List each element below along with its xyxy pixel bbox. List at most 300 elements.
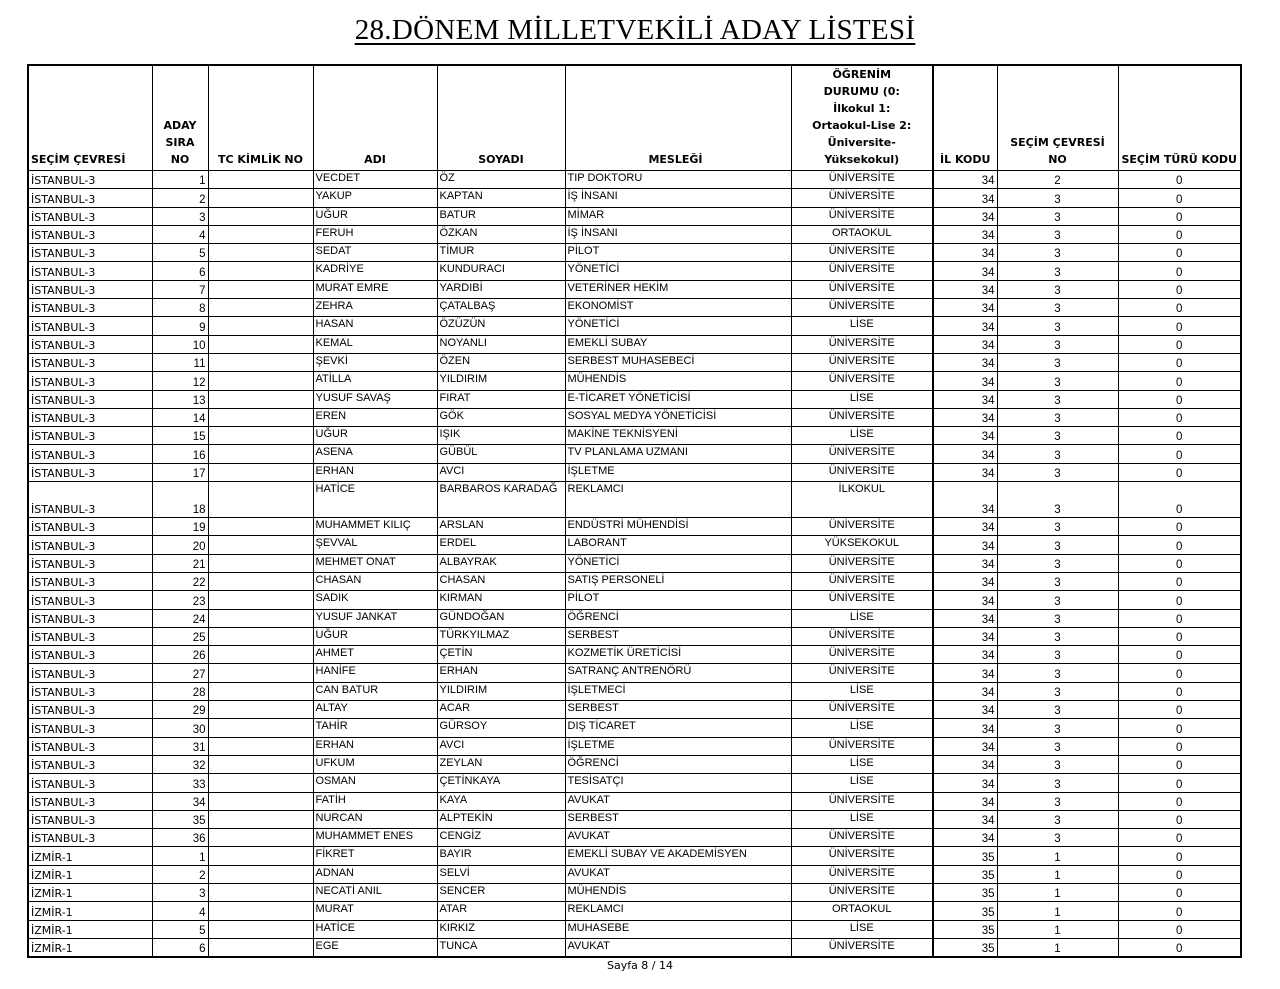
- cell-meslegi: MAKİNE TEKNİSYENİ: [565, 427, 791, 445]
- cell-secim-cevresi: İSTANBUL-3: [28, 829, 152, 847]
- table-row: [28, 317, 1241, 335]
- cell-meslegi: ÖĞRENCİ: [565, 609, 791, 627]
- table-row: [28, 664, 1241, 682]
- cell-adi: UĞUR: [313, 427, 437, 445]
- cell-soyadi: YILDIRIM: [437, 372, 565, 390]
- cell-meslegi: PİLOT: [565, 591, 791, 609]
- cell-adi: TAHİR: [313, 719, 437, 737]
- cell-aday-sira-no: 30: [152, 719, 208, 737]
- cell-ogrenim-durumu: ÜNİVERSİTE: [791, 372, 933, 390]
- cell-secim-turu-kodu: 0: [1118, 938, 1241, 957]
- cell-tc-kimlik-no: [208, 719, 313, 737]
- cell-secim-cevresi-no: 3: [997, 317, 1118, 335]
- cell-il-kodu: 34: [933, 408, 997, 426]
- cell-secim-turu-kodu: 0: [1118, 372, 1241, 390]
- cell-secim-cevresi: İSTANBUL-3: [28, 609, 152, 627]
- cell-aday-sira-no: 24: [152, 609, 208, 627]
- cell-il-kodu: 35: [933, 902, 997, 920]
- cell-soyadi: GÖK: [437, 408, 565, 426]
- cell-secim-cevresi-no: 1: [997, 938, 1118, 957]
- cell-aday-sira-no: 14: [152, 408, 208, 426]
- cell-aday-sira-no: 11: [152, 353, 208, 371]
- cell-secim-cevresi-no: 3: [997, 737, 1118, 755]
- cell-meslegi: AVUKAT: [565, 938, 791, 957]
- table-row: [28, 572, 1241, 590]
- cell-secim-cevresi: İSTANBUL-3: [28, 427, 152, 445]
- cell-adi: KADRİYE: [313, 262, 437, 280]
- header-ogrenim-durumu: ÖĞRENİM DURUMU (0: İlkokul 1: Ortaokul-Lise 2: Üniversite-Yüksekokul): [791, 65, 933, 171]
- cell-adi: ERHAN: [313, 463, 437, 481]
- table-row: [28, 207, 1241, 225]
- cell-ogrenim-durumu: ÜNİVERSİTE: [791, 646, 933, 664]
- header-il-kodu: İL KODU: [933, 65, 997, 171]
- cell-soyadi: TÜRKYILMAZ: [437, 627, 565, 645]
- cell-soyadi: GÜNDOĞAN: [437, 609, 565, 627]
- cell-secim-turu-kodu: 0: [1118, 865, 1241, 883]
- cell-soyadi: YILDIRIM: [437, 682, 565, 700]
- cell-adi: YAKUP: [313, 189, 437, 207]
- cell-ogrenim-durumu: ÜNİVERSİTE: [791, 171, 933, 189]
- cell-il-kodu: 34: [933, 482, 997, 518]
- cell-aday-sira-no: 27: [152, 664, 208, 682]
- cell-il-kodu: 35: [933, 847, 997, 865]
- cell-aday-sira-no: 23: [152, 591, 208, 609]
- cell-secim-cevresi: İSTANBUL-3: [28, 262, 152, 280]
- cell-soyadi: AVCI: [437, 737, 565, 755]
- cell-ogrenim-durumu: ÜNİVERSİTE: [791, 518, 933, 536]
- cell-soyadi: GÜBÜL: [437, 445, 565, 463]
- cell-adi: ATİLLA: [313, 372, 437, 390]
- table-row: [28, 280, 1241, 298]
- table-row: [28, 701, 1241, 719]
- cell-secim-cevresi: İSTANBUL-3: [28, 682, 152, 700]
- cell-secim-cevresi: İSTANBUL-3: [28, 591, 152, 609]
- cell-secim-cevresi-no: 3: [997, 207, 1118, 225]
- cell-tc-kimlik-no: [208, 225, 313, 243]
- cell-tc-kimlik-no: [208, 701, 313, 719]
- cell-secim-cevresi-no: 3: [997, 463, 1118, 481]
- cell-ogrenim-durumu: ÜNİVERSİTE: [791, 664, 933, 682]
- cell-soyadi: TUNCA: [437, 938, 565, 957]
- cell-aday-sira-no: 6: [152, 262, 208, 280]
- cell-secim-turu-kodu: 0: [1118, 591, 1241, 609]
- cell-secim-cevresi-no: 3: [997, 299, 1118, 317]
- cell-soyadi: ÇETİNKAYA: [437, 774, 565, 792]
- cell-aday-sira-no: 3: [152, 883, 208, 901]
- cell-adi: EGE: [313, 938, 437, 957]
- cell-tc-kimlik-no: [208, 664, 313, 682]
- cell-tc-kimlik-no: [208, 591, 313, 609]
- cell-secim-cevresi: İSTANBUL-3: [28, 518, 152, 536]
- cell-tc-kimlik-no: [208, 189, 313, 207]
- cell-meslegi: YÖNETİCİ: [565, 554, 791, 572]
- cell-soyadi: SELVİ: [437, 865, 565, 883]
- table-row: [28, 682, 1241, 700]
- cell-tc-kimlik-no: [208, 627, 313, 645]
- cell-secim-turu-kodu: 0: [1118, 335, 1241, 353]
- cell-secim-turu-kodu: 0: [1118, 225, 1241, 243]
- cell-adi: MURAT EMRE: [313, 280, 437, 298]
- cell-ogrenim-durumu: ÜNİVERSİTE: [791, 408, 933, 426]
- cell-secim-cevresi-no: 3: [997, 390, 1118, 408]
- cell-meslegi: AVUKAT: [565, 829, 791, 847]
- cell-tc-kimlik-no: [208, 646, 313, 664]
- cell-secim-cevresi-no: 3: [997, 372, 1118, 390]
- table-row: [28, 719, 1241, 737]
- cell-meslegi: MUHASEBE: [565, 920, 791, 938]
- cell-soyadi: KIRMAN: [437, 591, 565, 609]
- cell-secim-cevresi-no: 3: [997, 353, 1118, 371]
- cell-secim-turu-kodu: 0: [1118, 353, 1241, 371]
- cell-il-kodu: 34: [933, 554, 997, 572]
- cell-secim-cevresi: İSTANBUL-3: [28, 737, 152, 755]
- cell-aday-sira-no: 33: [152, 774, 208, 792]
- cell-soyadi: KIRKIZ: [437, 920, 565, 938]
- cell-adi: HANİFE: [313, 664, 437, 682]
- cell-tc-kimlik-no: [208, 408, 313, 426]
- cell-aday-sira-no: 26: [152, 646, 208, 664]
- cell-secim-cevresi-no: 1: [997, 920, 1118, 938]
- cell-adi: VECDET: [313, 171, 437, 189]
- cell-soyadi: AVCI: [437, 463, 565, 481]
- cell-secim-turu-kodu: 0: [1118, 701, 1241, 719]
- cell-tc-kimlik-no: [208, 244, 313, 262]
- cell-secim-cevresi: İSTANBUL-3: [28, 335, 152, 353]
- cell-ogrenim-durumu: LİSE: [791, 719, 933, 737]
- cell-meslegi: MÜHENDİS: [565, 372, 791, 390]
- cell-il-kodu: 34: [933, 646, 997, 664]
- cell-tc-kimlik-no: [208, 390, 313, 408]
- cell-meslegi: YÖNETİCİ: [565, 317, 791, 335]
- cell-secim-turu-kodu: 0: [1118, 463, 1241, 481]
- cell-soyadi: ARSLAN: [437, 518, 565, 536]
- table-row: [28, 774, 1241, 792]
- cell-secim-cevresi-no: 3: [997, 627, 1118, 645]
- cell-secim-cevresi: İZMİR-1: [28, 902, 152, 920]
- cell-secim-cevresi-no: 3: [997, 792, 1118, 810]
- cell-ogrenim-durumu: LİSE: [791, 390, 933, 408]
- cell-secim-cevresi-no: 1: [997, 847, 1118, 865]
- cell-secim-cevresi: İSTANBUL-3: [28, 646, 152, 664]
- cell-secim-cevresi-no: 3: [997, 591, 1118, 609]
- cell-soyadi: ÖZ: [437, 171, 565, 189]
- cell-il-kodu: 34: [933, 536, 997, 554]
- cell-meslegi: VETERİNER HEKİM: [565, 280, 791, 298]
- cell-secim-turu-kodu: 0: [1118, 171, 1241, 189]
- cell-aday-sira-no: 5: [152, 244, 208, 262]
- table-row: [28, 847, 1241, 865]
- cell-soyadi: ATAR: [437, 902, 565, 920]
- cell-secim-turu-kodu: 0: [1118, 518, 1241, 536]
- cell-secim-cevresi-no: 3: [997, 408, 1118, 426]
- cell-il-kodu: 34: [933, 353, 997, 371]
- cell-secim-cevresi-no: 3: [997, 719, 1118, 737]
- page-title: 28.DÖNEM MİLLETVEKİLİ ADAY LİSTESİ: [354, 14, 916, 46]
- cell-secim-turu-kodu: 0: [1118, 317, 1241, 335]
- cell-secim-cevresi-no: 3: [997, 482, 1118, 518]
- cell-adi: CHASAN: [313, 572, 437, 590]
- cell-meslegi: SERBEST: [565, 627, 791, 645]
- cell-secim-turu-kodu: 0: [1118, 280, 1241, 298]
- cell-secim-turu-kodu: 0: [1118, 682, 1241, 700]
- cell-tc-kimlik-no: [208, 171, 313, 189]
- cell-il-kodu: 34: [933, 445, 997, 463]
- cell-secim-turu-kodu: 0: [1118, 883, 1241, 901]
- cell-soyadi: ÇETİN: [437, 646, 565, 664]
- cell-ogrenim-durumu: ÜNİVERSİTE: [791, 445, 933, 463]
- cell-secim-turu-kodu: 0: [1118, 482, 1241, 518]
- cell-ogrenim-durumu: LİSE: [791, 317, 933, 335]
- cell-tc-kimlik-no: [208, 463, 313, 481]
- header-secim-cevresi: SEÇİM ÇEVRESİ: [28, 65, 152, 171]
- cell-il-kodu: 34: [933, 262, 997, 280]
- cell-secim-cevresi: İSTANBUL-3: [28, 408, 152, 426]
- cell-meslegi: REKLAMCI: [565, 482, 791, 518]
- page-footer: Sayfa 8 / 14: [606, 959, 674, 972]
- cell-il-kodu: 34: [933, 572, 997, 590]
- header-secim-turu-kodu: SEÇİM TÜRÜ KODU: [1118, 65, 1241, 171]
- cell-ogrenim-durumu: ÜNİVERSİTE: [791, 737, 933, 755]
- cell-il-kodu: 34: [933, 518, 997, 536]
- cell-il-kodu: 34: [933, 390, 997, 408]
- cell-adi: ASENA: [313, 445, 437, 463]
- cell-meslegi: EMEKLİ SUBAY: [565, 335, 791, 353]
- cell-soyadi: BATUR: [437, 207, 565, 225]
- table-row: [28, 408, 1241, 426]
- cell-adi: YUSUF SAVAŞ: [313, 390, 437, 408]
- cell-tc-kimlik-no: [208, 938, 313, 957]
- cell-soyadi: ZEYLAN: [437, 755, 565, 773]
- cell-secim-cevresi-no: 3: [997, 572, 1118, 590]
- cell-secim-cevresi: İZMİR-1: [28, 938, 152, 957]
- cell-meslegi: SOSYAL MEDYA YÖNETİCİSİ: [565, 408, 791, 426]
- cell-ogrenim-durumu: ÜNİVERSİTE: [791, 262, 933, 280]
- cell-aday-sira-no: 25: [152, 627, 208, 645]
- cell-ogrenim-durumu: ÜNİVERSİTE: [791, 572, 933, 590]
- cell-ogrenim-durumu: ÜNİVERSİTE: [791, 591, 933, 609]
- cell-tc-kimlik-no: [208, 774, 313, 792]
- table-row: [28, 482, 1241, 518]
- cell-secim-cevresi-no: 3: [997, 427, 1118, 445]
- table-row: [28, 189, 1241, 207]
- table-row: [28, 262, 1241, 280]
- cell-ogrenim-durumu: LİSE: [791, 609, 933, 627]
- cell-secim-cevresi: İSTANBUL-3: [28, 171, 152, 189]
- cell-secim-cevresi: İSTANBUL-3: [28, 664, 152, 682]
- cell-soyadi: CENGİZ: [437, 829, 565, 847]
- table-row: [28, 609, 1241, 627]
- header-meslegi: MESLEĞİ: [565, 65, 791, 171]
- cell-il-kodu: 34: [933, 609, 997, 627]
- cell-tc-kimlik-no: [208, 920, 313, 938]
- candidate-table: [27, 64, 1242, 958]
- cell-ogrenim-durumu: LİSE: [791, 920, 933, 938]
- cell-ogrenim-durumu: ÜNİVERSİTE: [791, 847, 933, 865]
- cell-meslegi: PİLOT: [565, 244, 791, 262]
- cell-ogrenim-durumu: ÜNİVERSİTE: [791, 627, 933, 645]
- cell-adi: SEDAT: [313, 244, 437, 262]
- cell-ogrenim-durumu: İLKOKUL: [791, 482, 933, 518]
- cell-secim-cevresi: İSTANBUL-3: [28, 701, 152, 719]
- cell-il-kodu: 34: [933, 719, 997, 737]
- cell-secim-cevresi-no: 3: [997, 518, 1118, 536]
- cell-secim-cevresi-no: 3: [997, 701, 1118, 719]
- cell-il-kodu: 34: [933, 829, 997, 847]
- cell-ogrenim-durumu: ORTAOKUL: [791, 225, 933, 243]
- cell-secim-cevresi-no: 2: [997, 171, 1118, 189]
- cell-adi: ALTAY: [313, 701, 437, 719]
- cell-secim-cevresi: İSTANBUL-3: [28, 317, 152, 335]
- cell-secim-turu-kodu: 0: [1118, 445, 1241, 463]
- cell-ogrenim-durumu: ÜNİVERSİTE: [791, 554, 933, 572]
- cell-secim-cevresi-no: 3: [997, 445, 1118, 463]
- cell-il-kodu: 34: [933, 372, 997, 390]
- cell-ogrenim-durumu: ÜNİVERSİTE: [791, 463, 933, 481]
- cell-secim-turu-kodu: 0: [1118, 536, 1241, 554]
- cell-adi: SADIK: [313, 591, 437, 609]
- cell-ogrenim-durumu: ÜNİVERSİTE: [791, 207, 933, 225]
- table-row: [28, 353, 1241, 371]
- cell-meslegi: ÖĞRENCİ: [565, 755, 791, 773]
- table-row: [28, 810, 1241, 828]
- cell-adi: OSMAN: [313, 774, 437, 792]
- cell-meslegi: TIP DOKTORU: [565, 171, 791, 189]
- cell-soyadi: CHASAN: [437, 572, 565, 590]
- cell-secim-cevresi-no: 3: [997, 829, 1118, 847]
- cell-secim-turu-kodu: 0: [1118, 189, 1241, 207]
- cell-meslegi: MİMAR: [565, 207, 791, 225]
- cell-ogrenim-durumu: ÜNİVERSİTE: [791, 353, 933, 371]
- cell-il-kodu: 34: [933, 335, 997, 353]
- cell-secim-cevresi: İSTANBUL-3: [28, 627, 152, 645]
- cell-ogrenim-durumu: ÜNİVERSİTE: [791, 883, 933, 901]
- cell-secim-cevresi: İSTANBUL-3: [28, 353, 152, 371]
- cell-soyadi: SENCER: [437, 883, 565, 901]
- cell-adi: NECATİ ANIL: [313, 883, 437, 901]
- cell-meslegi: SATRANÇ ANTRENÖRÜ: [565, 664, 791, 682]
- cell-secim-cevresi: İSTANBUL-3: [28, 225, 152, 243]
- table-row: [28, 536, 1241, 554]
- cell-secim-cevresi: İZMİR-1: [28, 920, 152, 938]
- cell-aday-sira-no: 5: [152, 920, 208, 938]
- cell-secim-cevresi: İSTANBUL-3: [28, 536, 152, 554]
- cell-adi: HATİCE: [313, 920, 437, 938]
- cell-meslegi: İŞLETME: [565, 737, 791, 755]
- cell-soyadi: ÖZKAN: [437, 225, 565, 243]
- cell-secim-cevresi-no: 3: [997, 554, 1118, 572]
- table-row: [28, 518, 1241, 536]
- cell-meslegi: SATIŞ PERSONELİ: [565, 572, 791, 590]
- cell-soyadi: KUNDURACI: [437, 262, 565, 280]
- cell-secim-turu-kodu: 0: [1118, 920, 1241, 938]
- cell-adi: ŞEVKİ: [313, 353, 437, 371]
- cell-aday-sira-no: 22: [152, 572, 208, 590]
- cell-tc-kimlik-no: [208, 883, 313, 901]
- cell-il-kodu: 34: [933, 171, 997, 189]
- cell-secim-turu-kodu: 0: [1118, 755, 1241, 773]
- cell-meslegi: ENDÜSTRİ MÜHENDİSİ: [565, 518, 791, 536]
- cell-ogrenim-durumu: YÜKSEKOKUL: [791, 536, 933, 554]
- header-tc-kimlik-no: TC KİMLİK NO: [208, 65, 313, 171]
- cell-secim-cevresi: İSTANBUL-3: [28, 719, 152, 737]
- cell-secim-cevresi: İZMİR-1: [28, 883, 152, 901]
- table-row: [28, 225, 1241, 243]
- cell-secim-cevresi: İSTANBUL-3: [28, 280, 152, 298]
- cell-adi: MUHAMMET ENES: [313, 829, 437, 847]
- table-row: [28, 920, 1241, 938]
- cell-secim-cevresi: İSTANBUL-3: [28, 445, 152, 463]
- cell-ogrenim-durumu: ÜNİVERSİTE: [791, 244, 933, 262]
- cell-aday-sira-no: 18: [152, 482, 208, 518]
- cell-il-kodu: 34: [933, 280, 997, 298]
- cell-tc-kimlik-no: [208, 865, 313, 883]
- cell-secim-cevresi: İZMİR-1: [28, 847, 152, 865]
- cell-adi: MURAT: [313, 902, 437, 920]
- table-row: [28, 390, 1241, 408]
- cell-meslegi: LABORANT: [565, 536, 791, 554]
- cell-aday-sira-no: 31: [152, 737, 208, 755]
- cell-aday-sira-no: 20: [152, 536, 208, 554]
- cell-secim-cevresi-no: 1: [997, 902, 1118, 920]
- cell-tc-kimlik-no: [208, 280, 313, 298]
- cell-tc-kimlik-no: [208, 810, 313, 828]
- table-row: [28, 299, 1241, 317]
- table-row: [28, 445, 1241, 463]
- cell-aday-sira-no: 29: [152, 701, 208, 719]
- cell-tc-kimlik-no: [208, 353, 313, 371]
- cell-secim-cevresi-no: 3: [997, 774, 1118, 792]
- cell-meslegi: AVUKAT: [565, 865, 791, 883]
- cell-soyadi: GÜRSOY: [437, 719, 565, 737]
- cell-adi: AHMET: [313, 646, 437, 664]
- cell-soyadi: YARDIBİ: [437, 280, 565, 298]
- cell-secim-cevresi: İSTANBUL-3: [28, 774, 152, 792]
- cell-tc-kimlik-no: [208, 372, 313, 390]
- cell-tc-kimlik-no: [208, 609, 313, 627]
- cell-aday-sira-no: 4: [152, 902, 208, 920]
- cell-il-kodu: 34: [933, 244, 997, 262]
- cell-adi: YUSUF JANKAT: [313, 609, 437, 627]
- table-row: [28, 902, 1241, 920]
- cell-secim-turu-kodu: 0: [1118, 554, 1241, 572]
- table-row: [28, 372, 1241, 390]
- cell-ogrenim-durumu: ÜNİVERSİTE: [791, 701, 933, 719]
- cell-aday-sira-no: 13: [152, 390, 208, 408]
- cell-il-kodu: 34: [933, 207, 997, 225]
- cell-il-kodu: 34: [933, 774, 997, 792]
- cell-secim-turu-kodu: 0: [1118, 719, 1241, 737]
- cell-secim-turu-kodu: 0: [1118, 244, 1241, 262]
- table-row: [28, 865, 1241, 883]
- cell-tc-kimlik-no: [208, 518, 313, 536]
- cell-secim-turu-kodu: 0: [1118, 810, 1241, 828]
- cell-meslegi: EMEKLİ SUBAY VE AKADEMİSYEN: [565, 847, 791, 865]
- cell-aday-sira-no: 28: [152, 682, 208, 700]
- cell-secim-cevresi-no: 3: [997, 262, 1118, 280]
- cell-soyadi: ERHAN: [437, 664, 565, 682]
- cell-adi: MUHAMMET KILIÇ: [313, 518, 437, 536]
- cell-meslegi: KOZMETİK ÜRETİCİSİ: [565, 646, 791, 664]
- cell-secim-cevresi-no: 3: [997, 536, 1118, 554]
- table-row: [28, 335, 1241, 353]
- cell-aday-sira-no: 16: [152, 445, 208, 463]
- cell-soyadi: ALPTEKİN: [437, 810, 565, 828]
- cell-aday-sira-no: 2: [152, 865, 208, 883]
- cell-soyadi: ÖZEN: [437, 353, 565, 371]
- cell-meslegi: MÜHENDİS: [565, 883, 791, 901]
- cell-meslegi: SERBEST MUHASEBECİ: [565, 353, 791, 371]
- cell-secim-cevresi-no: 3: [997, 335, 1118, 353]
